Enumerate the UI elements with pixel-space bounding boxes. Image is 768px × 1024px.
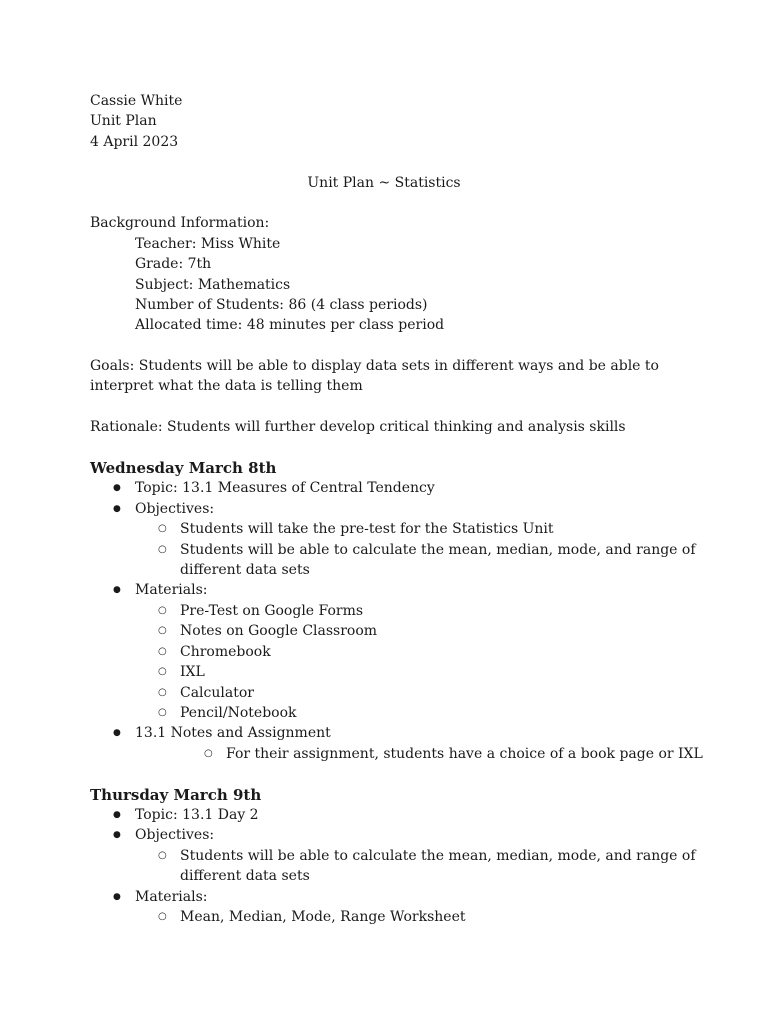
material-text: ○ Mean, Median, Mode, Range Worksheet bbox=[180, 908, 466, 925]
notes-detail: ○ For their assignment, students have a choice of a book page or IXL bbox=[226, 745, 703, 762]
rationale-paragraph: Rationale: Students will further develop critical thinking and analysis skills bbox=[90, 419, 626, 436]
topic-text: ● Topic: 13.1 Day 2 bbox=[135, 806, 259, 823]
material-text: ○ Pencil/Notebook bbox=[180, 704, 297, 721]
list-item bbox=[90, 887, 690, 907]
material-text: ○ Pre-Test on Google Forms bbox=[180, 602, 364, 619]
background-heading: Background Information: bbox=[90, 215, 270, 232]
document-date: 4 April 2023 bbox=[90, 133, 179, 150]
document-type: Unit Plan bbox=[90, 113, 157, 130]
list-item bbox=[90, 907, 690, 927]
list-item bbox=[90, 580, 690, 600]
notes-label: ● 13.1 Notes and Assignment bbox=[135, 725, 331, 742]
list-item bbox=[90, 478, 690, 498]
background-students: Number of Students: 86 (4 class periods) bbox=[135, 296, 428, 313]
materials-label: ● Materials: bbox=[135, 582, 208, 599]
list-item bbox=[90, 683, 690, 703]
background-time: Allocated time: 48 minutes per class period bbox=[135, 317, 445, 334]
objective-text: ○ Students will take the pre-test for the Statistics Unit bbox=[180, 521, 554, 538]
list-item bbox=[90, 499, 690, 519]
day-heading: Wednesday March 8th bbox=[90, 459, 277, 478]
list-item bbox=[90, 703, 690, 723]
document-title: Unit Plan ~ Statistics bbox=[307, 174, 461, 191]
material-text: ○ IXL bbox=[180, 664, 205, 681]
objective-text: ○ Students will be able to calculate the mean, median, mode, and range of different data sets bbox=[180, 847, 696, 885]
goals-paragraph: Goals: Students will be able to display data sets in different ways and be able to interpret what the data is telling them bbox=[90, 358, 659, 395]
materials-label: ● Materials: bbox=[135, 888, 208, 905]
material-text: ○ Calculator bbox=[180, 684, 254, 701]
list-item bbox=[90, 805, 690, 825]
list-item bbox=[90, 846, 696, 887]
author-name: Cassie White bbox=[90, 93, 183, 109]
list-item bbox=[90, 540, 696, 581]
objectives-label: ● Objectives: bbox=[135, 827, 215, 844]
list-item bbox=[90, 662, 690, 682]
list-item bbox=[90, 723, 690, 743]
material-text: ○ Notes on Google Classroom bbox=[180, 623, 378, 640]
day-heading: Thursday March 9th bbox=[90, 785, 262, 804]
background-subject: Subject: Mathematics bbox=[135, 276, 291, 293]
objectives-label: ● Objectives: bbox=[135, 500, 215, 517]
day-outline bbox=[90, 805, 696, 927]
list-item bbox=[90, 642, 690, 662]
list-item bbox=[90, 621, 690, 641]
topic-text: ● Topic: 13.1 Measures of Central Tendency bbox=[135, 480, 435, 497]
list-item bbox=[90, 744, 703, 764]
list-item bbox=[90, 601, 690, 621]
day-outline bbox=[90, 478, 703, 764]
background-teacher: Teacher: Miss White bbox=[135, 235, 281, 252]
list-item bbox=[90, 825, 690, 845]
objective-text: ○ Students will be able to calculate the mean, median, mode, and range of different data sets bbox=[180, 541, 696, 579]
document-page bbox=[90, 91, 703, 927]
list-item bbox=[90, 519, 690, 539]
background-grade: Grade: 7th bbox=[135, 256, 212, 273]
material-text: ○ Chromebook bbox=[180, 643, 271, 660]
